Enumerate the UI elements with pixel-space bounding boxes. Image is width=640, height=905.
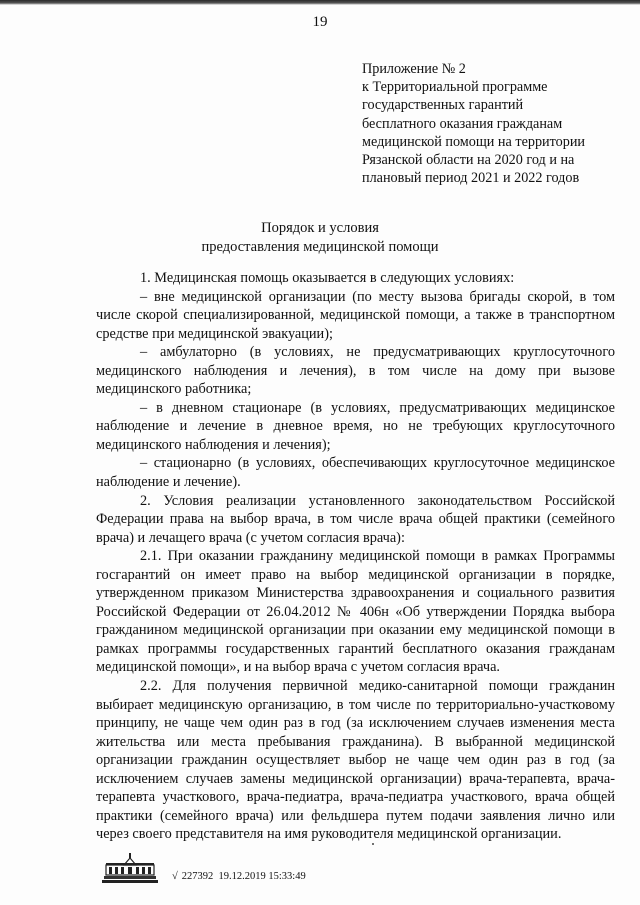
appendix-line: плановый период 2021 и 2022 годов [362, 170, 580, 187]
scan-artifact [372, 843, 374, 845]
title-line-2: предоставления медицинской помощи [201, 238, 439, 255]
building-emblem-icon [100, 851, 160, 885]
paragraph: – стационарно (в условиях, обеспечивающих круглосуточное медицинское наблюдение и лечение). [96, 455, 615, 491]
footer-doc-number: 227392 [181, 871, 214, 882]
document-footer [100, 851, 580, 891]
paragraph: 2.1. При оказании гражданину медицинской помощи в рамках Программы госгарантий он имеет право на выбор медицинской организации в порядке, утвержденном приказом Министерства здравоохранения и социального развития Российской Федерации от 26.04.2012 № 406н «Об утверждении Порядка выбора гражданином медицинской организации при оказании ему медицинской помощи в рамках программы государственных гарантий бесплатного оказания гражданам медицинской помощи», и на выбор врача с учетом согласия врача. [96, 548, 615, 676]
scan-top-edge [0, 0, 640, 5]
appendix-line: бесплатного оказания гражданам [362, 115, 563, 132]
document-body [96, 269, 615, 844]
title-line-1: Порядок и условия [261, 220, 379, 236]
paragraph: 1. Медицинская помощь оказывается в следующих условиях: [140, 270, 515, 286]
appendix-line: Рязанской области на 2020 год и на [362, 152, 575, 169]
paragraph: – в дневном стационаре (в условиях, предусматривающих медицинское наблюдение и лечение в дневное время, но не требующих круглосуточного медицинского наблюдения и лечения); [96, 399, 615, 453]
appendix-line: Приложение № 2 [362, 61, 466, 77]
page-number: 19 [312, 14, 328, 30]
appendix-line: к Территориальной программе [362, 79, 548, 96]
registration-mark-icon: √ [172, 871, 178, 882]
footer-timestamp: 19.12.2019 15:33:49 [218, 871, 306, 882]
footer-stamp [172, 871, 306, 882]
paragraph: 2.2. Для получения первичной медико-санитарной помощи гражданин выбирает медицинскую организацию, в том числе по территориально-участковому принципу, не чаще чем один раз в год (за исключением случаев изменения места жительства или места пребывания гражданина). В выбранной медицинской организации гражданин осуществляет выбор не чаще чем один раз в год (за исключением случаев замены медицинской организации) врача-терапевта, врача-терапевта участкового, врача-педиатра, врача-педиатра участкового, врача общей практики (семейного врача) или фельдшера путем подачи заявления лично или через своего представителя на имя руководителя медицинской организации. [96, 678, 615, 843]
appendix-line: государственных гарантий [362, 97, 524, 114]
document-title [0, 219, 640, 256]
paragraph: – вне медицинской организации (по месту вызова бригады скорой, в том числе скорой специализированной, медицинской помощи, а также в транспортном средстве при медицинской эвакуации); [96, 288, 615, 342]
appendix-block [362, 60, 632, 187]
paragraph: 2. Условия реализации установленного законодательством Российской Федерации права на выбор врача, в том числе врача общей практики (семейного врача) и лечащего врача (с учетом согласия врача): [96, 492, 615, 546]
appendix-line: медицинской помощи на территории [362, 133, 586, 150]
paragraph: – амбулаторно (в условиях, не предусматривающих круглосуточного медицинского наблюдения и лечения), в том числе на дому при вызове медицинского работника; [96, 344, 615, 398]
